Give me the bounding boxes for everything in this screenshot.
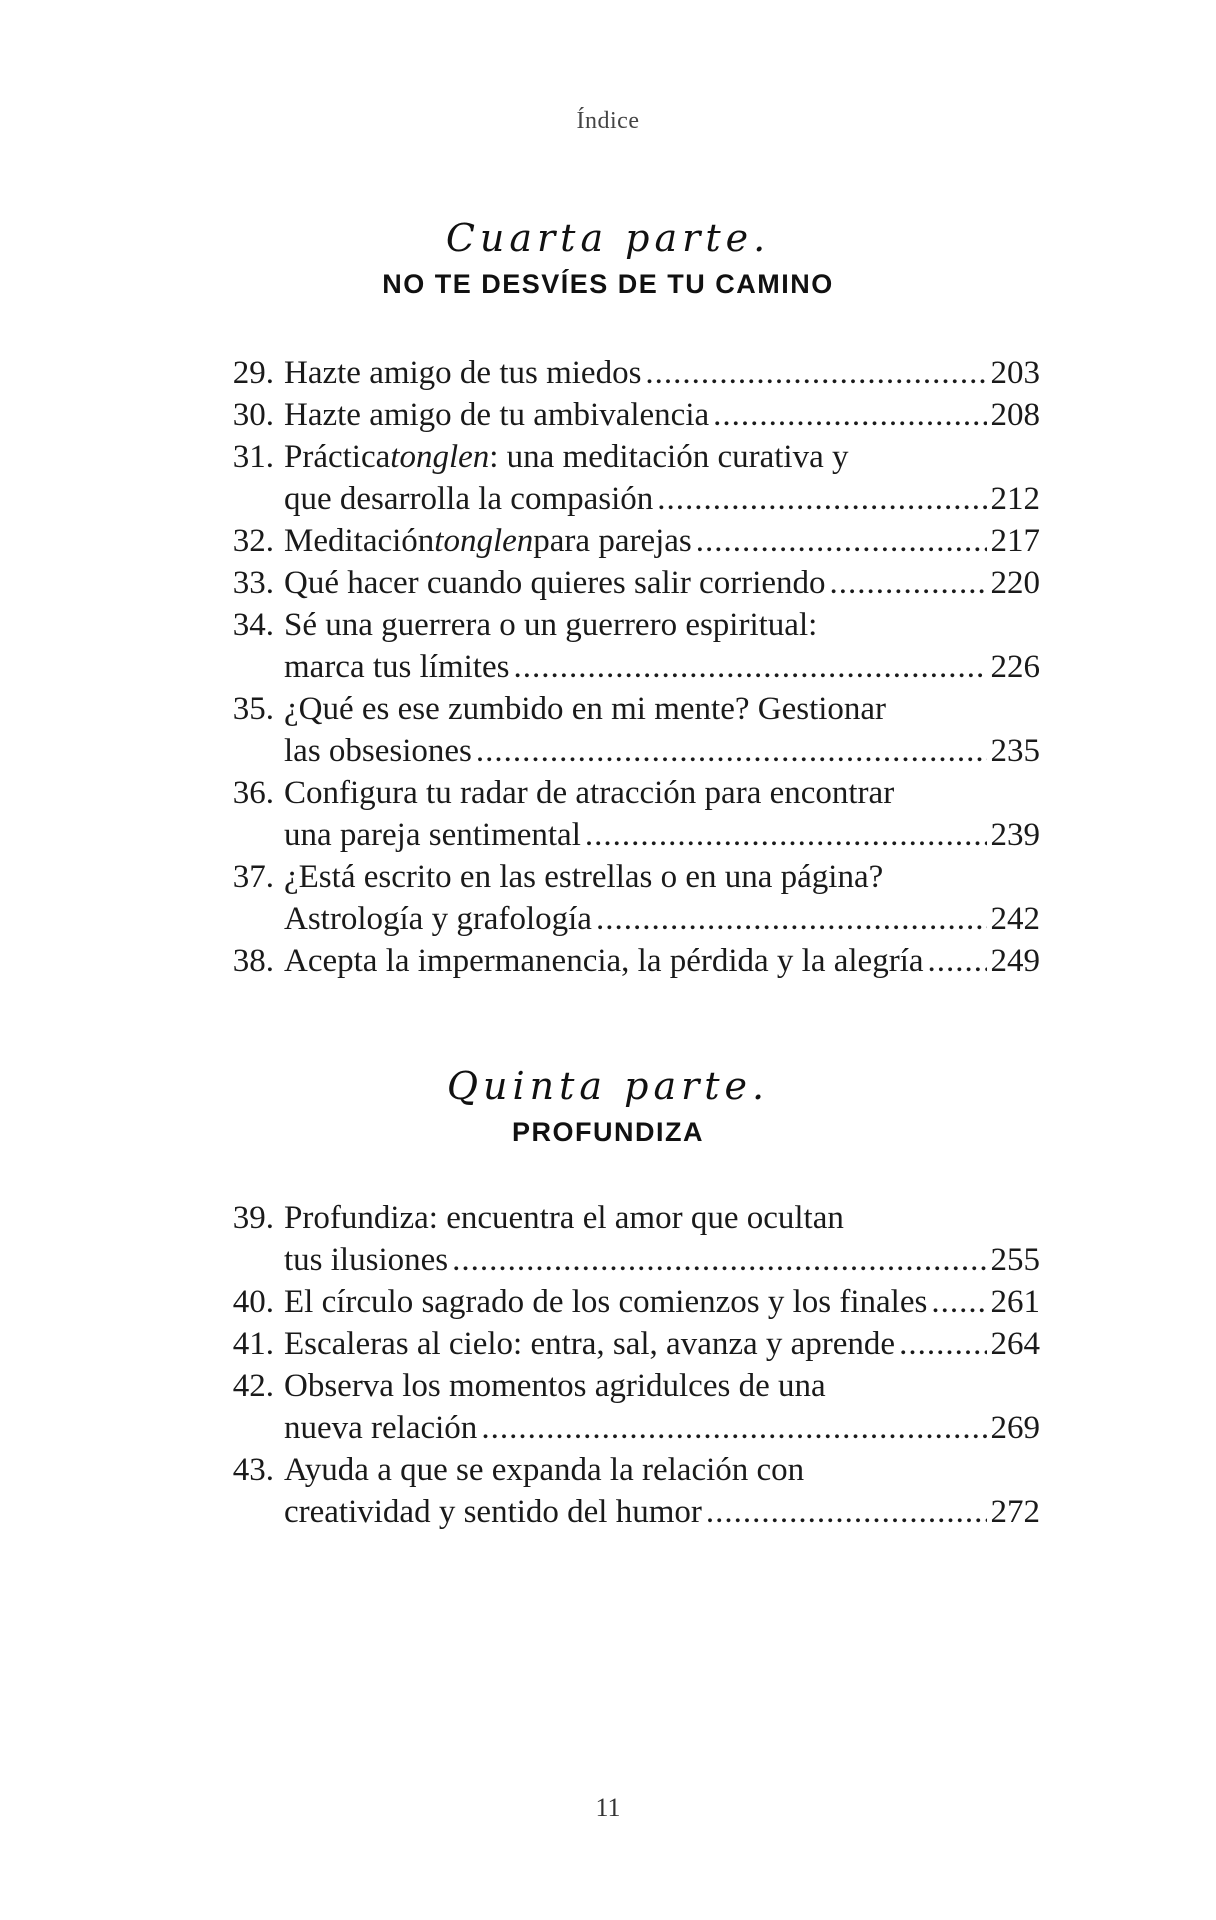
entry-number: 41. (232, 1326, 274, 1362)
entry-title-continued: una pareja sentimental (284, 817, 581, 853)
entry-title: Hazte amigo de tu ambivalencia (284, 397, 710, 433)
entry-title-continued: Astrología y grafología (284, 901, 592, 937)
dot-leader (899, 1323, 986, 1365)
part-5-heading (0, 1063, 1216, 1148)
dot-leader (706, 1491, 987, 1533)
entry-title: El círculo sagrado de los comienzos y los finales (284, 1284, 928, 1320)
toc-entry-36[interactable] (220, 772, 1040, 856)
dot-leader (830, 562, 987, 604)
toc-entry-43[interactable] (220, 1449, 1040, 1533)
entry-title-continued: nueva relación (284, 1410, 478, 1446)
entry-title: Hazte amigo de tus miedos (284, 355, 642, 391)
entry-number: 33. (232, 565, 274, 601)
dot-leader (713, 394, 986, 436)
dot-leader (596, 898, 987, 940)
entry-number: 38. (232, 943, 274, 979)
entry-title: ¿Está escrito en las estrellas o en una página? (284, 859, 884, 895)
dot-leader (481, 1407, 986, 1449)
entry-page: 269 (990, 1410, 1040, 1446)
toc-entry-38[interactable] (220, 940, 1040, 982)
part-4-heading (0, 215, 1216, 300)
dot-leader (513, 646, 986, 688)
entry-number: 43. (232, 1452, 274, 1488)
dot-leader (928, 940, 987, 982)
entry-title: Acepta la impermanencia, la pérdida y la alegría (284, 943, 924, 979)
entry-page: 235 (990, 733, 1040, 769)
entry-title: Qué hacer cuando quieres salir corriendo (284, 565, 826, 601)
toc-entry-30[interactable] (220, 394, 1040, 436)
entry-number: 35. (232, 691, 274, 727)
entry-title-continued: que desarrolla la compasión (284, 481, 654, 517)
entry-number: 40. (232, 1284, 274, 1320)
toc-entry-39[interactable] (220, 1197, 1040, 1281)
entry-title-part: Meditación (284, 523, 435, 559)
entry-title: Escaleras al cielo: entra, sal, avanza y aprende (284, 1326, 896, 1362)
part-5-title: PROFUNDIZA (512, 1117, 704, 1147)
dot-leader (645, 352, 986, 394)
entry-page: 208 (990, 397, 1040, 433)
entry-page: 203 (990, 355, 1040, 391)
entry-number: 30. (232, 397, 274, 433)
entry-number: 31. (232, 439, 274, 475)
running-head: Índice (576, 108, 640, 134)
toc-entry-31[interactable] (220, 436, 1040, 520)
entry-number: 39. (232, 1200, 274, 1236)
entry-page: 264 (990, 1326, 1040, 1362)
toc-entry-32[interactable] (220, 520, 1040, 562)
toc-entry-33[interactable] (220, 562, 1040, 604)
dot-leader (931, 1281, 986, 1323)
entry-title: ¿Qué es ese zumbido en mi mente? Gestionar (284, 691, 887, 727)
entry-page: 255 (990, 1242, 1040, 1278)
entry-page: 272 (990, 1494, 1040, 1530)
entry-number: 34. (232, 607, 274, 643)
entry-number: 36. (232, 775, 274, 811)
entry-page: 242 (990, 901, 1040, 937)
entry-title-continued: las obsesiones (284, 733, 472, 769)
entry-title-part: Práctica (284, 439, 391, 475)
entry-title-italic: tonglen (390, 439, 490, 475)
entry-title: Ayuda a que se expanda la relación con (284, 1452, 805, 1488)
entry-number: 32. (232, 523, 274, 559)
entry-title: Sé una guerrera o un guerrero espiritual: (284, 607, 818, 643)
toc-entry-29[interactable] (220, 352, 1040, 394)
part-4-title: NO TE DESVÍES DE TU CAMINO (382, 269, 834, 299)
dot-leader (696, 520, 987, 562)
toc-part-4 (220, 352, 1040, 982)
dot-leader (585, 814, 987, 856)
entry-title: Observa los momentos agridulces de una (284, 1368, 826, 1404)
entry-page: 239 (990, 817, 1040, 853)
entry-page: 217 (990, 523, 1040, 559)
toc-entry-41[interactable] (220, 1323, 1040, 1365)
page-number: 11 (595, 1793, 621, 1822)
entry-title-part: para parejas (533, 523, 692, 559)
entry-title-italic: tonglen (434, 523, 534, 559)
dot-leader (476, 730, 987, 772)
entry-title: Configura tu radar de atracción para encontrar (284, 775, 895, 811)
dot-leader (657, 478, 986, 520)
entry-page: 261 (990, 1284, 1040, 1320)
entry-page: 212 (990, 481, 1040, 517)
entry-title-continued: tus ilusiones (284, 1242, 449, 1278)
part-4-script-title: Cuarta parte. (445, 216, 771, 260)
dot-leader (452, 1239, 986, 1281)
part-5-script-title: Quinta parte. (446, 1064, 770, 1108)
entry-page: 220 (990, 565, 1040, 601)
toc-entry-42[interactable] (220, 1365, 1040, 1449)
toc-entry-35[interactable] (220, 688, 1040, 772)
entry-title: Profundiza: encuentra el amor que ocultan (284, 1200, 844, 1236)
entry-title-continued: creatividad y sentido del humor (284, 1494, 702, 1530)
toc-part-5 (220, 1197, 1040, 1533)
entry-number: 42. (232, 1368, 274, 1404)
toc-entry-37[interactable] (220, 856, 1040, 940)
entry-page: 249 (990, 943, 1040, 979)
entry-number: 29. (232, 355, 274, 391)
entry-title-part: : una meditación curativa y (489, 439, 849, 475)
toc-entry-40[interactable] (220, 1281, 1040, 1323)
toc-entry-34[interactable] (220, 604, 1040, 688)
entry-number: 37. (232, 859, 274, 895)
entry-page: 226 (990, 649, 1040, 685)
entry-title-continued: marca tus límites (284, 649, 510, 685)
